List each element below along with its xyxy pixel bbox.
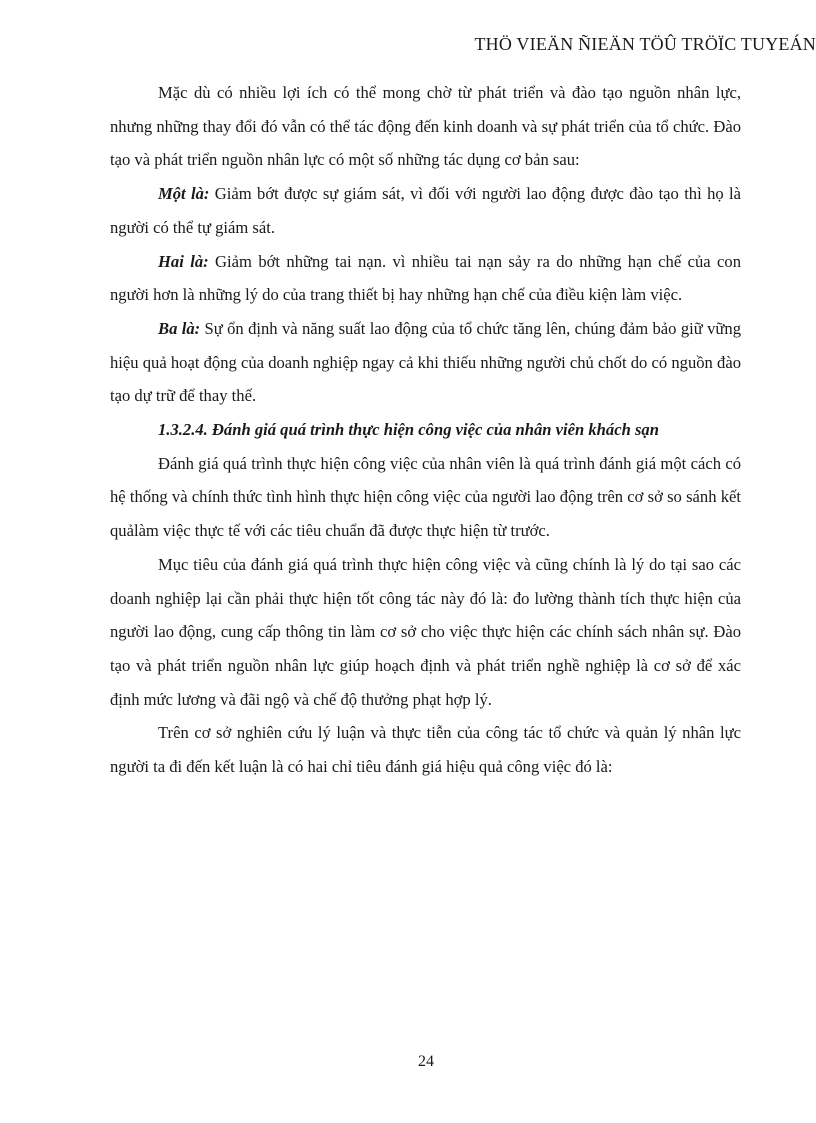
point-1-lead: Một là: (158, 184, 210, 204)
paragraph-point-1 (110, 177, 741, 244)
paragraph-intro: Mặc dù có nhiều lợi ích có thể mong chờ từ phát triển và đào tạo nguồn nhân lực, nhưng những thay đổi đó vẫn có thể tác động đến kinh doanh và sự phát triển của tổ chức. Đào tạo và phát triển nguồn nhân lực có một số những tác dụng cơ bản sau: (110, 83, 741, 170)
page-number: 24 (418, 1053, 434, 1070)
paragraph-point-2 (110, 245, 741, 312)
point-2-lead: Hai là: (158, 251, 209, 271)
paragraph-evaluation-definition: Đánh giá quá trình thực hiện công việc của nhân viên là quá trình đánh giá một cách có hệ thống và chính thức tình hình thực hiện công việc của người lao động trên cơ sở so sánh kết quảlàm việc thực tế với các tiêu chuẩn đã được thực hiện từ trước. (110, 453, 741, 541)
page-header: THÖ VIEÄN ÑIEÄN TÖÛ TRÖÏC TUYEÁN (474, 34, 816, 54)
paragraph-point-3 (110, 312, 741, 413)
section-heading: 1.3.2.4. Đánh giá quá trình thực hiện công việc của nhân viên khách sạn (158, 420, 659, 440)
point-2-text: Giảm bớt những tai nạn. vì nhiều tai nạn sảy ra do những hạn chế của con người hơn là những lý do của trang thiết bị hay những hạn chế của điều kiện làm việc. (110, 251, 741, 305)
document-body (110, 76, 741, 784)
paragraph-conclusion: Trên cơ sở nghiên cứu lý luận và thực tiễn của công tác tổ chức và quản lý nhân lực người ta đi đến kết luận là có hai chỉ tiêu đánh giá hiệu quả công việc đó là: (110, 723, 741, 777)
paragraph-evaluation-goals: Mục tiêu của đánh giá quá trình thực hiện công việc và cũng chính là lý do tại sao các doanh nghiệp lại cần phải thực hiện tốt công tác này đó là: đo lường thành tích thực hiện của người lao động, cung cấp thông tin làm cơ sở cho việc thực hiện các chính sách nhân sự. Đào tạo và phát triển nguồn nhân lực giúp hoạch định và phát triển nghề nghiệp là cơ sở để xác định mức lương và đãi ngộ và chế độ thưởng phạt hợp lý. (110, 554, 741, 709)
point-3-text: Sự ổn định và năng suất lao động của tổ chức tăng lên, chúng đảm bảo giữ vững hiệu quả hoạt động của doanh nghiệp ngay cả khi thiếu những người chủ chốt do có nguồn đào tạo dự trữ để thay thế. (110, 318, 741, 406)
point-1-text: Giảm bớt được sự giám sát, vì đối với người lao động được đào tạo thì họ là người có thể tự giám sát. (110, 184, 741, 237)
point-3-lead: Ba là: (158, 318, 201, 338)
